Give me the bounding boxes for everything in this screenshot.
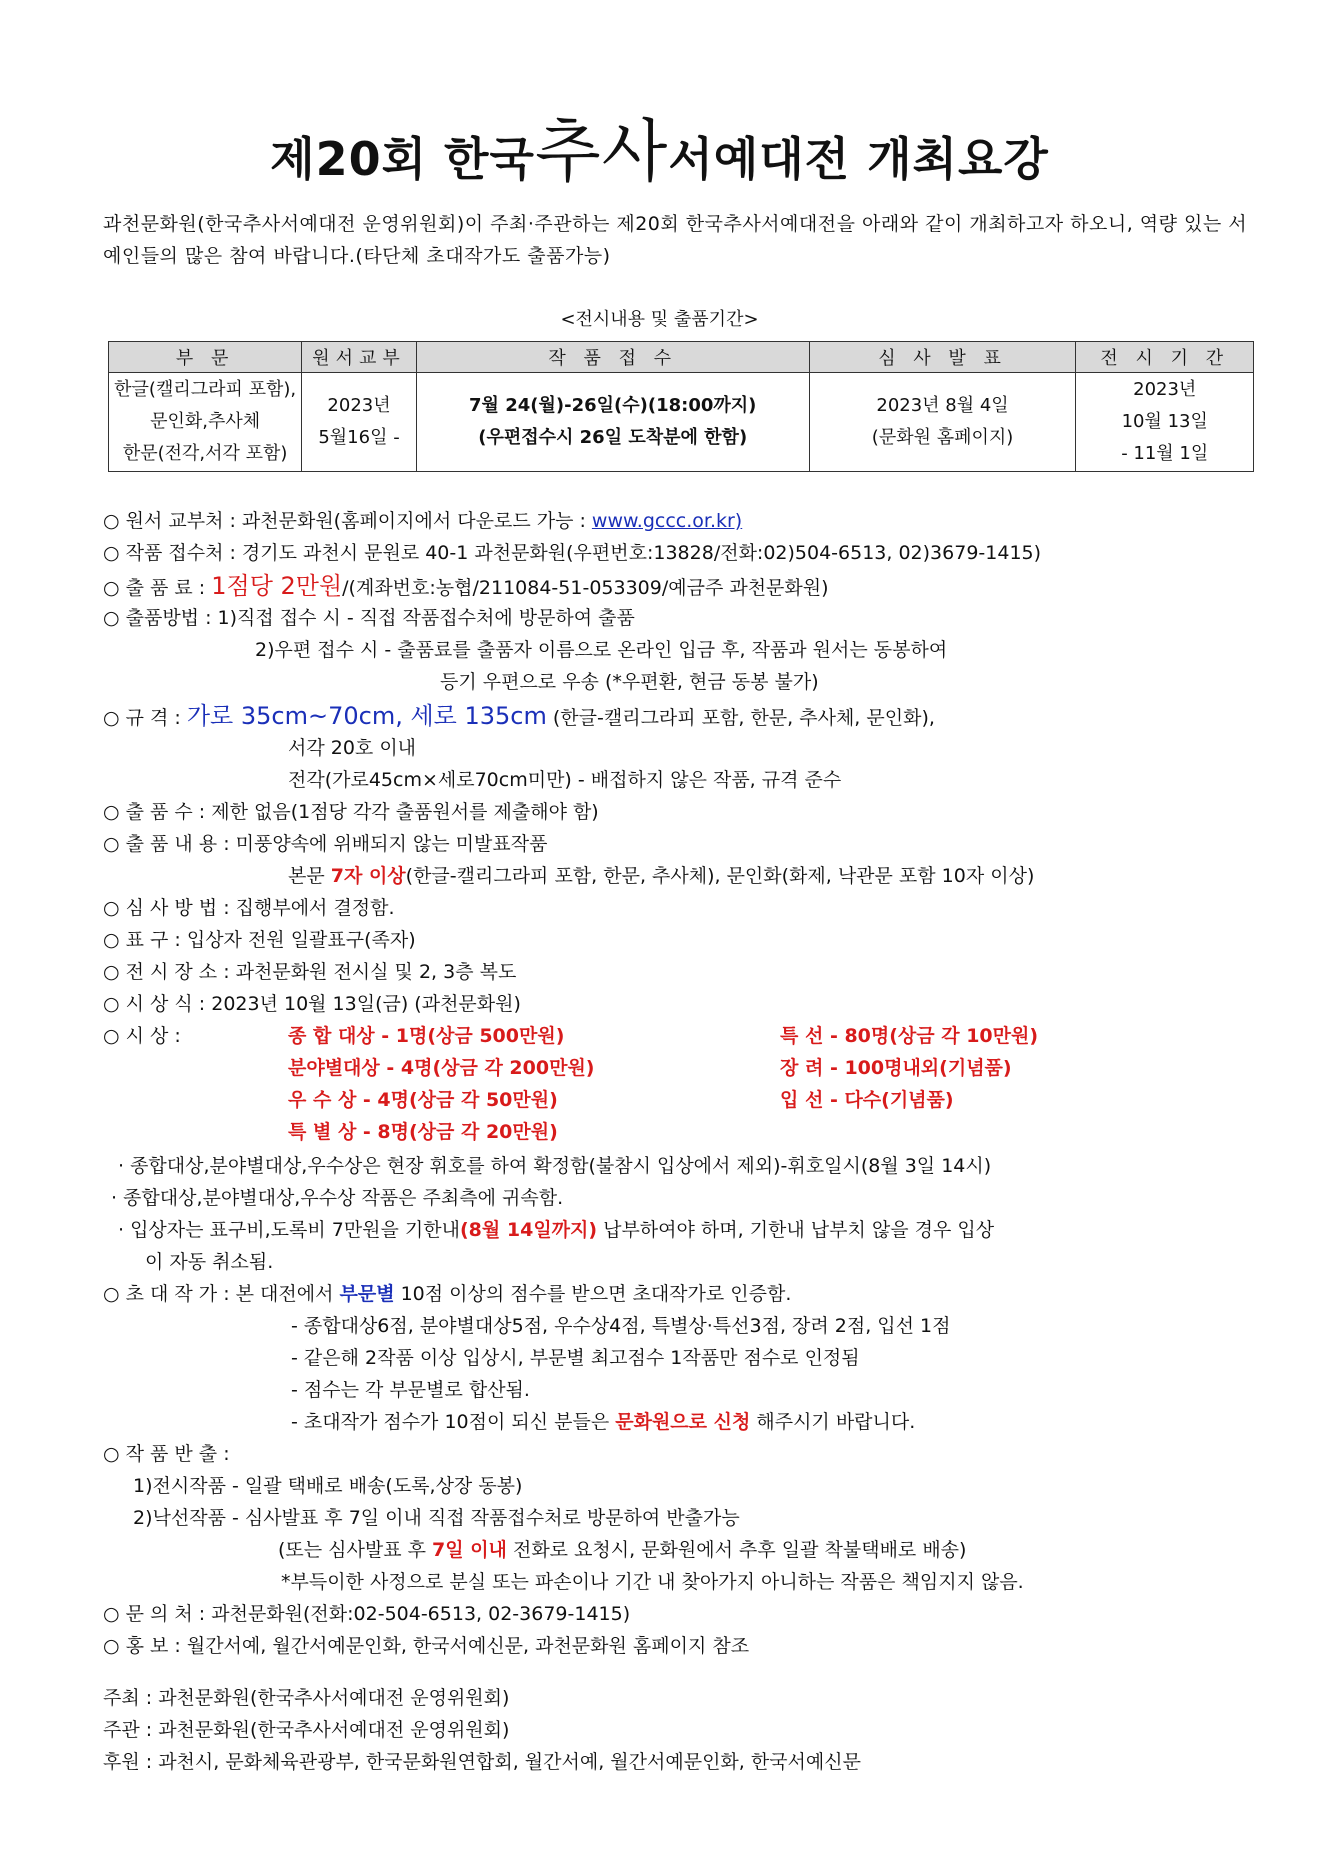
note-3-line-2: 이 자동 취소됨. — [145, 1251, 274, 1273]
return-line-2: 2)낙선작품 - 심사발표 후 7일 이내 직접 작품접수처로 방문하여 반출가능 — [133, 1507, 740, 1529]
award-left-1: 종 합 대상 - 1명(상금 500만원) — [288, 1025, 565, 1047]
method-line-3: 등기 우편으로 우송 (*우편환, 현금 동봉 불가) — [440, 671, 819, 693]
header-receipt: 작 품 접 수 — [416, 342, 809, 373]
cell-form: 2023년 5월16일 - — [302, 373, 417, 472]
award-left-4: 특 별 상 - 8명(상금 각 20만원) — [288, 1121, 558, 1143]
awards-label: ○ 시 상 : — [103, 1025, 181, 1047]
spec-line-2: 서각 20호 이내 — [288, 737, 417, 759]
award-right-1: 특 선 - 80명(상금 각 10만원) — [780, 1025, 1039, 1047]
venue-line: ○ 전 시 장 소 : 과천문화원 전시실 및 2, 3층 복도 — [103, 961, 517, 983]
footer-sponsor: 후원 : 과천시, 문화체육관광부, 한국문화원연합회, 월간서예, 월간서예문인화, 한국서예신문 — [103, 1751, 861, 1773]
award-left-2: 분야별대상 - 4명(상금 각 200만원) — [288, 1057, 595, 1079]
award-right-3: 입 선 - 다수(기념품) — [780, 1089, 954, 1111]
judging-line: ○ 심 사 방 법 : 집행부에서 결정함. — [103, 897, 395, 919]
form-distribution-line: ○ 원서 교부처 : 과천문화원(홈페이지에서 다운로드 가능 : www.gccc.or.kr) — [103, 510, 743, 532]
spec-size: 가로 35cm~70cm, 세로 135cm — [186, 702, 547, 730]
cell-division: 한글(캘리그라피 포함), 문인화,추사체 한문(전각,서각 포함) — [109, 373, 302, 472]
table-caption: <전시내용 및 출품기간> — [560, 309, 759, 330]
fee-line: ○ 출 품 료 : 1점당 2만원/(계좌번호:농협/211084-51-053309/예금주 과천문화원) — [103, 572, 829, 600]
note-1: · 종합대상,분야별대상,우수상은 현장 휘호를 하여 확정함(불참시 입상에서 제외)-휘호일시(8월 3일 14시) — [118, 1155, 992, 1177]
method-line-2: 2)우편 접수 시 - 출품료를 출품자 이름으로 온라인 입금 후, 작품과 원서는 동봉하여 — [255, 639, 948, 661]
content-line-1: ○ 출 품 내 용 : 미풍양속에 위배되지 않는 미발표작품 — [103, 833, 548, 855]
return-label: ○ 작 품 반 출 : — [103, 1443, 230, 1465]
return-line-3: (또는 심사발표 후 7일 이내 전화로 요청시, 문화원에서 추후 일괄 착불택배로 배송) — [278, 1539, 967, 1561]
invited-line-5: - 초대작가 점수가 10점이 되신 분들은 문화원으로 신청 해주시기 바랍니다. — [291, 1411, 916, 1433]
promo-line: ○ 홍 보 : 월간서예, 월간서예문인화, 한국서예신문, 과천문화원 홈페이지 참조 — [103, 1635, 750, 1657]
method-line-1: ○ 출품방법 : 1)직접 접수 시 - 직접 작품접수처에 방문하여 출품 — [103, 607, 635, 629]
exhibition-schedule-table — [108, 341, 1254, 472]
table-row — [109, 373, 1254, 472]
footer-host: 주최 : 과천문화원(한국추사서예대전 운영위원회) — [103, 1687, 510, 1709]
title-highlight: 추사 — [534, 113, 669, 192]
fee-amount: 1점당 2만원 — [211, 572, 343, 600]
invited-line-4: - 점수는 각 부문별로 합산됨. — [291, 1379, 530, 1401]
note-3: · 입상자는 표구비,도록비 7만원을 기한내(8월 14일까지) 납부하여야 하며, 기한내 납부치 않을 경우 입상 — [118, 1219, 995, 1241]
title-pre: 제20회 한국 — [270, 132, 535, 186]
intro-paragraph: 과천문화원(한국추사서예대전 운영위원회)이 주최·주관하는 제20회 한국추사서예대전을 아래와 같이 개최하고자 하오니, 역량 있는 서예인들의 많은 참여 바랍니다.(타단체 초대작가도 출품가능) — [103, 213, 1248, 267]
contact-line: ○ 문 의 처 : 과천문화원(전화:02-504-6513, 02-3679-1415) — [103, 1603, 631, 1625]
content-line-2: 본문 7자 이상(한글-캘리그라피 포함, 한문, 추사체), 문인화(화제, 낙관문 포함 10자 이상) — [288, 865, 1035, 887]
invited-line-2: - 종합대상6점, 분야별대상5점, 우수상4점, 특별상·특선3점, 장려 2점, 입선 1점 — [291, 1315, 951, 1337]
framing-line: ○ 표 구 : 입상자 전원 일괄표구(족자) — [103, 929, 416, 951]
invited-line-1: ○ 초 대 작 가 : 본 대전에서 부문별 10점 이상의 점수를 받으면 초대작가로 인증함. — [103, 1283, 792, 1305]
award-right-2: 장 려 - 100명내외(기념품) — [780, 1057, 1012, 1079]
spec-line-3: 전각(가로45cm×세로70cm미만) - 배접하지 않은 작품, 규격 준수 — [288, 769, 842, 791]
count-line: ○ 출 품 수 : 제한 없음(1점당 각각 출품원서를 제출해야 함) — [103, 801, 599, 823]
award-left-3: 우 수 상 - 4명(상금 각 50만원) — [288, 1089, 558, 1111]
spec-line: ○ 규 격 : 가로 35cm~70cm, 세로 135cm (한글-캘리그라피 포함, 한문, 추사체, 문인화), — [103, 702, 935, 730]
receipt-place-line: ○ 작품 접수처 : 경기도 과천시 문원로 40-1 과천문화원(우편번호:13828/전화:02)504-6513, 02)3679-1415) — [103, 542, 1042, 564]
table-header-row — [109, 342, 1254, 373]
note-2: · 종합대상,분야별대상,우수상 작품은 주최측에 귀속함. — [111, 1187, 564, 1209]
header-form: 원서교부 — [302, 342, 417, 373]
cell-exhibit: 2023년 10월 13일 - 11월 1일 — [1076, 373, 1254, 472]
cell-receipt: 7월 24(월)-26일(수)(18:00까지) (우편접수시 26일 도착분에 한함) — [416, 373, 809, 472]
header-announce: 심 사 발 표 — [809, 342, 1076, 373]
return-line-1: 1)전시작품 - 일괄 택배로 배송(도록,상장 동봉) — [133, 1475, 523, 1497]
title-post: 서예대전 개최요강 — [668, 132, 1049, 186]
ceremony-line: ○ 시 상 식 : 2023년 10월 13일(금) (과천문화원) — [103, 993, 521, 1015]
invited-line-3: - 같은해 2작품 이상 입상시, 부문별 최고점수 1작품만 점수로 인정됨 — [291, 1347, 860, 1369]
website-link[interactable]: www.gccc.or.kr) — [591, 510, 743, 532]
return-line-4: *부득이한 사정으로 분실 또는 파손이나 기간 내 찾아가지 아니하는 작품은 책임지지 않음. — [281, 1571, 1024, 1593]
footer-organizer: 주관 : 과천문화원(한국추사서예대전 운영위원회) — [103, 1719, 510, 1741]
header-division: 부 문 — [109, 342, 302, 373]
header-exhibit: 전 시 기 간 — [1076, 342, 1254, 373]
cell-announce: 2023년 8월 4일 (문화원 홈페이지) — [809, 373, 1076, 472]
page-title — [0, 98, 1319, 195]
